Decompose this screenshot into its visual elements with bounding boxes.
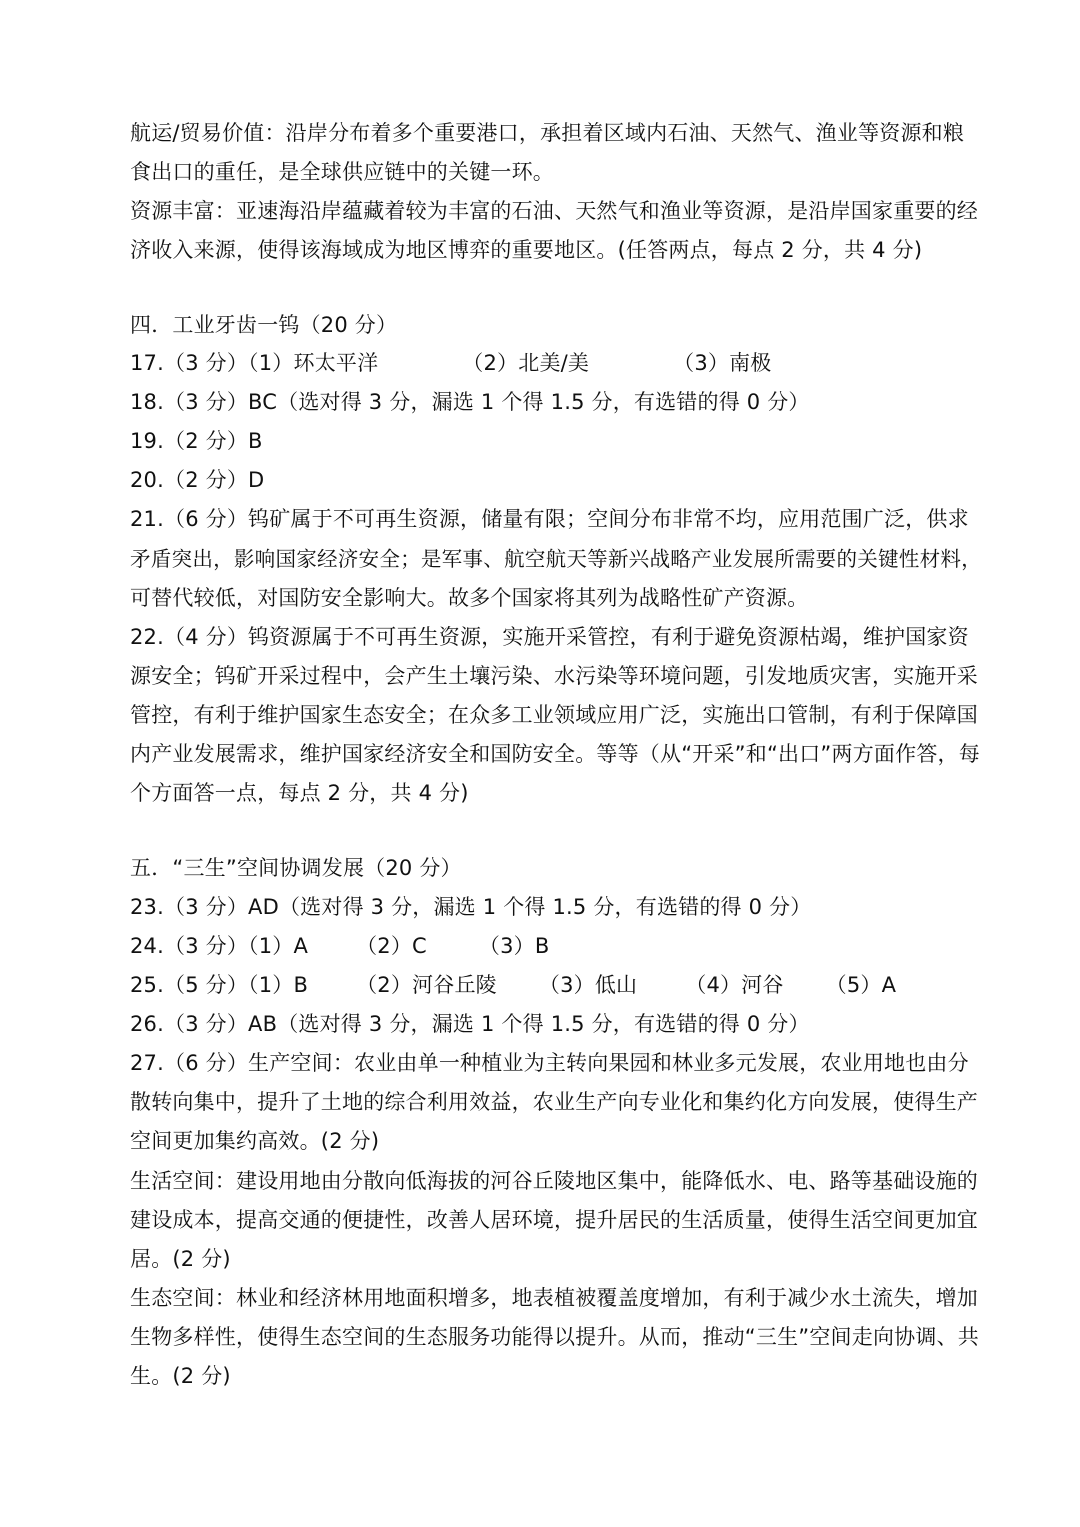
living-space-line-2: 建设成本，提高交通的便捷性，改善人居环境，提升居民的生活质量，使得生活空间更加宜	[130, 1208, 978, 1232]
q25-answer-4: （4）河谷	[685, 973, 784, 997]
q25-answer-1: 25.（5 分）（1）B	[130, 973, 309, 997]
ecological-space-line-3: 生。(2 分)	[130, 1364, 231, 1388]
q17-answer-3: （3）南极	[673, 351, 772, 375]
question-18: 18.（3 分）BC（选对得 3 分，漏选 1 个得 1.5 分，有选错的得 0 分）	[130, 390, 810, 414]
q17-answer-1: 17.（3 分）（1）环太平洋	[130, 351, 379, 375]
ecological-space-line-2: 生物多样性，使得生态空间的生态服务功能得以提升。从而，推动“三生”空间走向协调、共	[130, 1325, 979, 1349]
living-space-line-3: 居。(2 分)	[130, 1247, 231, 1271]
q24-answer-3: （3）B	[478, 934, 550, 958]
shipping-trade-value-line-2: 食出口的重任，是全球供应链中的关键一环。	[130, 160, 554, 184]
section-five-heading: 五．“三生”空间协调发展（20 分）	[130, 856, 462, 880]
ecological-space-line-1: 生态空间：林业和经济林用地面积增多，地表植被覆盖度增加，有利于减少水土流失，增加	[130, 1286, 978, 1310]
question-20: 20.（2 分）D	[130, 468, 265, 492]
q24-answer-1: 24.（3 分）（1）A	[130, 934, 309, 958]
question-21-line-1: 21.（6 分）钨矿属于不可再生资源，储量有限；空间分布非常不均，应用范围广泛，供求	[130, 507, 969, 531]
question-27-line-1: 27.（6 分）生产空间：农业由单一种植业为主转向果园和林业多元发展，农业用地也由分	[130, 1051, 969, 1075]
question-22-line-3: 管控，有利于维护国家生态安全；在众多工业领域应用广泛，实施出口管制，有利于保障国	[130, 703, 978, 727]
shipping-trade-value-line-1: 航运/贸易价值：沿岸分布着多个重要港口，承担着区域内石油、天然气、渔业等资源和粮	[130, 121, 965, 145]
question-17	[130, 348, 772, 378]
question-25	[130, 970, 896, 1000]
question-19: 19.（2 分）B	[130, 429, 263, 453]
q25-answer-3: （3）低山	[538, 973, 638, 997]
question-22-line-5: 个方面答一点，每点 2 分，共 4 分)	[130, 781, 469, 805]
section-four-heading: 四．工业牙齿一钨（20 分）	[130, 313, 398, 337]
q17-answer-2: （2）北美/美	[462, 351, 590, 375]
question-22-line-1: 22.（4 分）钨资源属于不可再生资源，实施开采管控，有利于避免资源枯竭，维护国家资	[130, 625, 969, 649]
question-27-line-2: 散转向集中，提升了土地的综合利用效益，农业生产向专业化和集约化方向发展，使得生产	[130, 1090, 978, 1114]
q25-answer-2: （2）河谷丘陵	[356, 973, 497, 997]
question-21-line-2: 矛盾突出，影响国家经济安全；是军事、航空航天等新兴战略产业发展所需要的关键性材料，	[130, 547, 982, 571]
question-26: 26.（3 分）AB（选对得 3 分，漏选 1 个得 1.5 分，有选错的得 0 分）	[130, 1012, 810, 1036]
question-24	[130, 931, 549, 961]
resource-rich-line-1: 资源丰富：亚速海沿岸蕴藏着较为丰富的石油、天然气和渔业等资源，是沿岸国家重要的经	[130, 199, 978, 223]
q24-answer-2: （2）C	[356, 934, 427, 958]
q25-answer-5: （5）A	[825, 973, 897, 997]
question-22-line-4: 内产业发展需求，维护国家经济安全和国防安全。等等（从“开采”和“出口”两方面作答，每	[130, 742, 980, 766]
living-space-line-1: 生活空间：建设用地由分散向低海拔的河谷丘陵地区集中，能降低水、电、路等基础设施的	[130, 1169, 978, 1193]
question-27-line-3: 空间更加集约高效。(2 分)	[130, 1129, 380, 1153]
question-21-line-3: 可替代较低，对国防安全影响大。故多个国家将其列为战略性矿产资源。	[130, 586, 809, 610]
question-22-line-2: 源安全；钨矿开采过程中，会产生土壤污染、水污染等环境问题，引发地质灾害，实施开采	[130, 664, 978, 688]
question-23: 23.（3 分）AD（选对得 3 分，漏选 1 个得 1.5 分，有选错的得 0 分）	[130, 895, 812, 919]
resource-rich-line-2: 济收入来源，使得该海域成为地区博弈的重要地区。(任答两点，每点 2 分，共 4 分)	[130, 238, 923, 262]
